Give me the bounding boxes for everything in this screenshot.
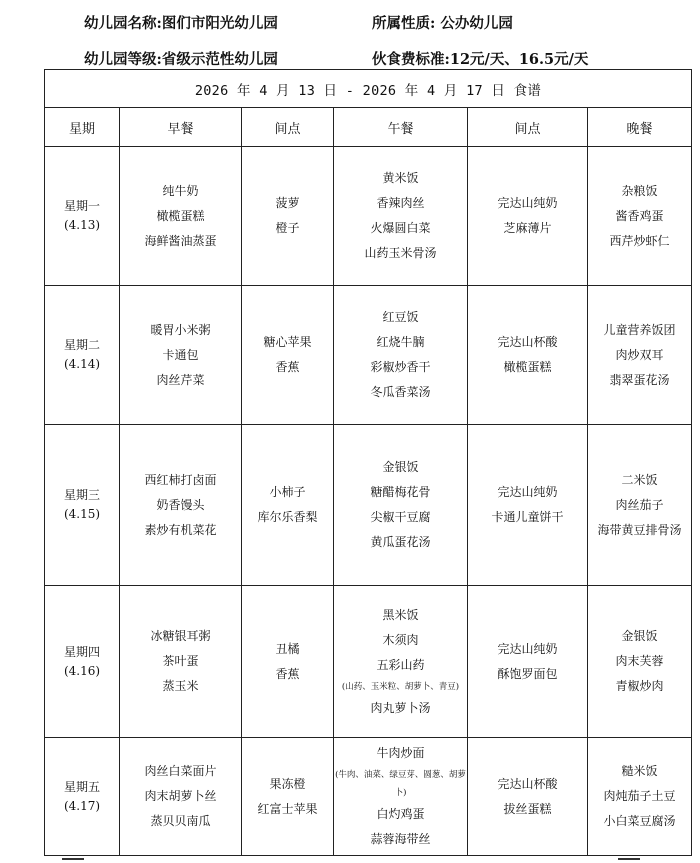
menu-item: 卡通包: [162, 347, 199, 362]
day-date: (4.14): [63, 357, 101, 371]
menu-item: 翡翠蛋花汤: [609, 372, 670, 387]
menu-item: 卡通儿童饼干: [491, 510, 564, 524]
dinner-cell: [588, 286, 692, 425]
menu-title: 2026 年 4 月 13 日 - 2026 年 4 月 17 日 食谱: [45, 70, 692, 108]
breakfast-cell: [120, 738, 242, 856]
dinner-cell: [588, 586, 692, 738]
kindergarten-name: 幼儿园名称:图们市阳光幼儿园: [84, 15, 278, 32]
menu-item: 完达山杯酸: [497, 776, 558, 791]
menu-item: 尖椒干豆腐: [370, 510, 431, 524]
column-header-day: 星期: [45, 108, 120, 147]
menu-item: 丑橘: [275, 641, 300, 656]
menu-item: 二米饭: [621, 472, 658, 487]
menu-row: [45, 286, 692, 425]
menu-item: 糙米饭: [621, 764, 658, 778]
menu-item: 蒜蓉海带丝: [370, 832, 431, 846]
kindergarten-level: 幼儿园等级:省级示范性幼儿园: [84, 51, 278, 68]
lunch-cell: [334, 425, 468, 586]
day-name: 星期三: [63, 488, 100, 502]
menu-item: 蒸贝贝南瓜: [150, 814, 211, 828]
dinner-cell: [588, 738, 692, 856]
snack-pm-cell: [468, 586, 588, 738]
menu-row: [45, 738, 692, 856]
day-name: 星期二: [63, 338, 100, 352]
menu-item: 彩椒炒香干: [370, 360, 431, 374]
menu-item: 素炒有机菜花: [144, 522, 217, 537]
menu-item: 香蕉: [275, 360, 300, 374]
lunch-cell: [334, 147, 468, 286]
column-header-lunch: 午餐: [334, 108, 468, 147]
menu-item: 香辣肉丝: [376, 196, 425, 210]
menu-item: 青椒炒肉: [615, 679, 664, 693]
breakfast-cell: [120, 586, 242, 738]
menu-item: 金银饭: [382, 460, 419, 474]
kindergarten-nature: 所属性质: 公办幼儿园: [372, 15, 513, 32]
snack-pm-cell: [468, 738, 588, 856]
breakfast-cell: [120, 286, 242, 425]
column-header-snack-pm: 间点: [468, 108, 588, 147]
menu-item: 儿童营养饭团: [603, 322, 676, 337]
snack-pm-cell: [468, 425, 588, 586]
day-name: 星期一: [63, 199, 100, 213]
snack-am-cell: [242, 738, 334, 856]
snack-pm-cell: [468, 286, 588, 425]
lunch-cell: [334, 286, 468, 425]
dinner-cell: [588, 425, 692, 586]
menu-item: 菠萝: [275, 196, 300, 210]
menu-item: 香蕉: [275, 666, 300, 681]
snack-pm-cell: [468, 147, 588, 286]
breakfast-cell: [120, 425, 242, 586]
column-header-snack-am: 间点: [242, 108, 334, 147]
day-date: (4.16): [63, 663, 101, 678]
menu-item: 拔丝蛋糕: [503, 801, 552, 816]
menu-item: 完达山纯奶: [497, 485, 558, 499]
menu-item: 肉末胡萝卜丝: [144, 789, 217, 803]
menu-item: 小白菜豆腐汤: [603, 814, 676, 828]
snack-am-cell: [242, 425, 334, 586]
menu-item: 冬瓜香菜汤: [370, 385, 431, 399]
menu-item: 山药玉米骨汤: [364, 246, 437, 260]
menu-item: (山药、玉米粒、胡萝卜、青豆): [341, 681, 460, 692]
bottom-edge-mark: [618, 858, 640, 860]
menu-item: 西红柿打卤面: [144, 472, 217, 487]
menu-item: 肉末芙蓉: [615, 654, 664, 668]
menu-item: 橄榄蛋糕: [156, 208, 205, 223]
menu-item: 红富士苹果: [257, 801, 318, 816]
menu-item: (牛肉、油菜、绿豆芽、圆葱、胡萝卜): [335, 770, 466, 798]
day-name: 星期四: [63, 644, 100, 659]
menu-item: 肉炖茄子土豆: [603, 789, 676, 803]
menu-item: 肉丝茄子: [615, 497, 664, 512]
column-header-dinner: 晚餐: [588, 108, 692, 147]
day-date: (4.17): [63, 798, 101, 813]
menu-item: 红烧牛腩: [376, 335, 425, 349]
menu-item: 肉炒双耳: [615, 347, 664, 362]
snack-am-cell: [242, 586, 334, 738]
menu-item: 红豆饭: [382, 310, 419, 324]
menu-item: 黄米饭: [382, 171, 419, 185]
day-cell: [45, 425, 120, 586]
menu-item: 火爆圆白菜: [370, 221, 431, 235]
menu-item: 蒸玉米: [162, 679, 199, 693]
meal-fee-standard: 伙食费标准:12元/天、16.5元/天: [372, 51, 589, 68]
menu-item: 酱香鸡蛋: [615, 208, 664, 223]
menu-item: 果冻橙: [269, 776, 306, 791]
menu-item: 西芹炒虾仁: [609, 233, 670, 248]
menu-item: 完达山纯奶: [497, 641, 558, 656]
lunch-cell: [334, 738, 468, 856]
menu-item: 金银饭: [621, 629, 658, 643]
day-cell: [45, 286, 120, 425]
menu-item: 糖心苹果: [263, 335, 312, 349]
menu-item: 奶香馒头: [156, 497, 205, 512]
menu-item: 海带黄豆排骨汤: [597, 522, 682, 537]
day-cell: [45, 738, 120, 856]
menu-item: 小柿子: [269, 485, 306, 499]
day-cell: [45, 147, 120, 286]
menu-row: [45, 586, 692, 738]
lunch-cell: [334, 586, 468, 738]
menu-item: 暖胃小米粥: [150, 322, 211, 337]
menu-item: 酥饱罗面包: [497, 666, 558, 681]
day-date: (4.13): [63, 218, 101, 232]
menu-item: 肉丸萝卜汤: [370, 700, 431, 715]
menu-item: 白灼鸡蛋: [376, 807, 425, 821]
bottom-edge-mark: [62, 858, 84, 860]
menu-item: 冰糖银耳粥: [150, 629, 211, 643]
menu-title-row: [45, 70, 692, 108]
menu-item: 黄瓜蛋花汤: [370, 535, 431, 549]
menu-item: 海鲜酱油蒸蛋: [144, 233, 217, 248]
menu-item: 肉丝白菜面片: [144, 764, 217, 778]
dinner-cell: [588, 147, 692, 286]
weekly-menu-table: [44, 69, 692, 856]
snack-am-cell: [242, 147, 334, 286]
menu-item: 纯牛奶: [162, 183, 199, 198]
menu-item: 完达山杯酸: [497, 335, 558, 349]
snack-am-cell: [242, 286, 334, 425]
menu-row: [45, 425, 692, 586]
day-date: (4.15): [63, 507, 101, 521]
day-name: 星期五: [63, 779, 100, 794]
breakfast-cell: [120, 147, 242, 286]
menu-item: 芝麻薄片: [503, 221, 552, 235]
menu-item: 牛肉炒面: [376, 746, 425, 760]
menu-item: 橄榄蛋糕: [503, 360, 552, 374]
column-header-breakfast: 早餐: [120, 108, 242, 147]
menu-item: 木须肉: [382, 632, 419, 647]
day-cell: [45, 586, 120, 738]
menu-item: 黑米饭: [382, 607, 419, 622]
menu-row: [45, 147, 692, 286]
column-header-row: [45, 108, 692, 147]
menu-item: 橙子: [275, 221, 300, 235]
menu-item: 糖醋梅花骨: [370, 485, 431, 499]
menu-item: 完达山纯奶: [497, 196, 558, 210]
menu-item: 肉丝芹菜: [156, 372, 205, 387]
menu-item: 五彩山药: [376, 657, 425, 672]
menu-item: 茶叶蛋: [162, 654, 199, 668]
menu-item: 库尔乐香梨: [257, 510, 318, 524]
menu-item: 杂粮饭: [621, 183, 658, 198]
